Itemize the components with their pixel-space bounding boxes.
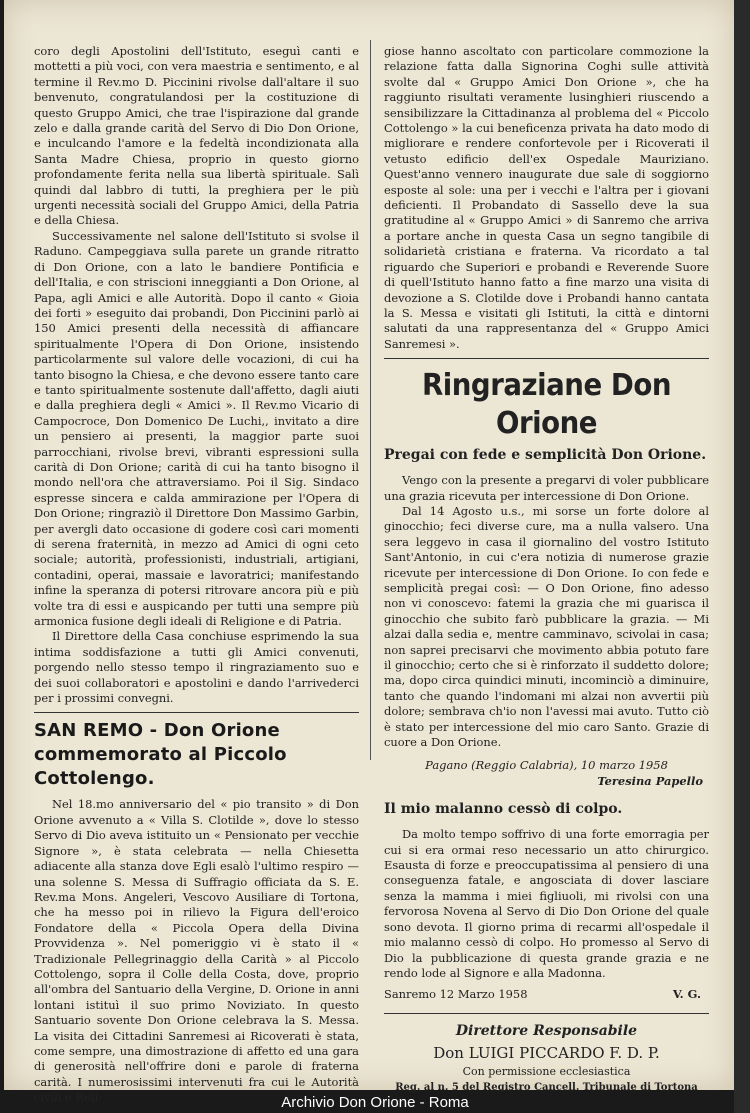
editor-name: Don LUIGI PICCARDO F. D. P. [433,1043,660,1062]
letter1-signature: Teresina Papello [597,773,703,788]
editor-registration: Reg. al n. 5 del Registro Cancell. Tribunale di Tortona [395,1081,698,1093]
letter2-signature-row [384,987,709,1002]
left-paragraph-4: Nel 18.mo anniversario del « pio transito » di Don Orione avvenuto a « Villa S. Clotilde », dove lo stesso Servo di Dio aveva istituito un « Pensionato per vecchie Signore », è stata celebrata — nella Chiesetta adiacente alla stanza dove Egli esalò l'ultimo respiro — una solenne S. Messa di Suffragio officiata da S. E. Rev.ma Mons. Angeleri, Vescovo Ausiliare di Tortona, che ha messo poi in rilievo la Figura dell'eroico Fondatore della « Piccola Opera della Divina Provvidenza ». Nel pomeriggio vi è stato il « Tradizionale Pellegrinaggio della Carità » al Piccolo Cottolengo, sopra il Colle della Costa, dove, proprio all'ombra del Santuario della Vergine, D. Orione in anni lontani istituì il suo primo Noviziato. In questo Santuario sovente Don Orione celebrava la S. Messa. La visita dei Cittadini Sanremesi ai Ricoverati è stata, come sempre, una dimostrazione di affetto ed una gara di generosità nell'offrire doni e parole di fraterna carità. I numerosissimi intervenuti fra cui le Autorità civili e Reli- [34,797,359,1105]
letter2-heading: Il mio malanno cessò di colpo. [384,801,623,818]
editor-box [384,1013,709,1095]
letter2-paragraph-1: Da molto tempo soffrivo di una forte emorragia per cui si era ormai reso necessario un atto chirurgico. Esausta di forze e preoccupatissima al pensiero di una conseguenza fatale, e angosciata di dover lasciare senza la mamma i miei figliuoli, mi rivolsi con una fervorosa Novena al Servo di Dio Don Orione del quale sono devota. Il giorno prima di recarmi all'ospedale il mio malanno cessò di colpo. Ho promesso al Servo di Dio la pubblicazione di questa grande grazia e ne rendo lode al Signore e alla Madonna. [384,827,709,980]
editor-permission: Con permissione ecclesiastica [462,1064,631,1078]
left-paragraph-1: coro degli Apostolini dell'Istituto, eseguì canti e mottetti a più voci, con vera maestria e sentimento, e al termine il Rev.mo D. Piccinini rivolse dall'altare il suo benvenuto, congratulandosi per la costituzione di questo Gruppo Amici, che trae l'ispirazione dal grande zelo e dalla grande carità del Servo di Dio Don Orione, e inculcando l'amore e la fedeltà incondizionata alla Santa Madre Chiesa, proprio in questo giorno profondamente ferita nella sua libertà spirituale. Salì quindi dal labbro di tutti, la preghiera per le più urgenti necessità sociali del Gruppo Amici, della Patria e della Chiesa. [34,44,359,228]
letter1-paragraph-2: Dal 14 Agosto u.s., mi sorse un forte dolore al ginocchio; feci diverse cure, ma a nulla valsero. Una sera leggevo in casa il giornalino del vostro Istituto Sant'Antonio, in cui c'era notizia di numerose grazie ricevute per intercessione di Don Orione. Io con fede e semplicità pregai così: — O Don Orione, fino adesso non vi conoscevo: fatemi la grazia che mi guarisca il ginocchio che subito farò pubblicare la grazia. — Mi alzai dalla sedia e, mentre camminavo, scivolai in casa; non saprei precisarvi che movimento abbia potuto fare il ginocchio; certo che si è rinforzato il suddetto dolore; ma, dopo circa quindici minuti, incominciò a diminuire, tanto che quando l'indomani mi alzai non avvertii più dolore; sembrava ch'io non l'avessi mai avuto. Tutto ciò è stato per intercessione del mio caro Santo. Grazie di cuore a Don Orione. [384,503,709,750]
big-title: Ringraziane Don Orione [421,368,672,442]
editor-role: Direttore Responsabile [455,1022,638,1039]
left-column [34,44,359,1106]
letter1-paragraph-1: Vengo con la presente a pregarvi di voler pubblicare una grazia ricevuta per intercessione di Don Orione. [384,473,709,503]
scan-edge [734,0,750,1113]
right-column [384,44,709,1095]
left-paragraph-2: Successivamente nel salone dell'Istituto si svolse il Raduno. Campeggiava sulla parete un grande ritratto di Don Orione, con a lato le bandiere Pontificia e dell'Italia, e con striscioni inneggianti a Don Orione, al Papa, agli Amici e alle Autorità. Dopo il canto « Gioia dei forti » eseguito dai probandi, Don Piccinini parlò ai 150 Amici presenti della necessità di affiancare spiritualmente l'Opera di Don Orione, insistendo particolarmente sul valore delle vocazioni, di cui ha tanto bisogno la Chiesa, e che devono essere tanto care e tanto spiritualmente sostenute dall'affetto, dagli aiuti e dalla preghiera degli « Amici ». Il Rev.mo Vicario di Campocroce, Don Domenico De Luchi,, invitato a dire un pensiero ai presenti, la maggior parte suoi parrocchiani, rivolse brevi, vibranti espressioni sulla carità di Don Orione; carità di cui ha tanto bisogno il mondo nell'ora che attraversiamo. Poi il Sig. Sindaco espresse sincera e calda ammirazione per l'Opera di Don Orione; ringraziò il Direttore Don Massimo Garbin, per avergli dato occasione di godere così cari momenti di serena fraternità, in mezzo ad Amici di ogni ceto sociale; autorità, professionisti, industriali, artigiani, contadini, operai, massaie e lavoratrici; manifestando infine la speranza di potersi ritrovare ancora più e più volte tra di essi e auspicando per tutti una sempre più armonica fusione degli ideali di Religione e di Patria. [34,228,359,629]
left-paragraph-3: Il Direttore della Casa conchiuse esprimendo la sua intima soddisfazione a tutti gli Amici convenuti, porgendo nello stesso tempo il ringraziamento suo e dei suoi collaboratori e apostolini e dando l'arrivederci per i prossimi convegni. [34,629,359,706]
letter1-heading: Pregai con fede e semplicità Don Orione. [384,447,707,464]
section-divider [34,712,359,713]
section-title: SAN REMO - Don Orione commemorato al Piccolo Cottolengo. [34,720,287,790]
section-divider [384,358,709,359]
letter2-signature: V. G. [672,987,701,1002]
archive-label: Archivio Don Orione - Roma [281,1094,469,1111]
column-divider [370,40,371,760]
letter2-place-date: Sanremo 12 Marzo 1958 [384,987,528,1002]
letter1-place-date: Pagano (Reggio Calabria), 10 marzo 1958 [425,758,668,773]
right-paragraph-1: giose hanno ascoltato con particolare commozione la relazione fatta dalla Signorina Coghi sulle attività svolte dal « Gruppo Amici Don Orione », che ha raggiunto risultati veramente lusinghieri riuscendo a sensibilizzare la Cittadinanza al problema del « Piccolo Cottolengo » la cui beneficenza privata ha dato modo di migliorare e rendere confortevole per i Ricoverati il vetusto edificio dell'ex Ospedale Mauriziano. Quest'anno vennero inaugurate due sale di soggiorno esposte al sole: una per i vecchi e l'altra per i giovani deficienti. Il Probandato di Sassello deve la sua gratitudine al « Gruppo Amici » di Sanremo che arriva a portare anche in questa Casa un segno tangibile di solidarietà cristiana e fraterna. Va ricordato a tal riguardo che Superiori e probandi e Reverende Suore di quell'Istituto hanno fatto a fine marzo una visita di devozione a S. Clotilde dove i Probandi hanno cantata la S. Messa e visitati gli Istituti, la città e dintorni salutati da una rappresentanza del « Gruppo Amici Sanremesi ». [384,44,709,351]
